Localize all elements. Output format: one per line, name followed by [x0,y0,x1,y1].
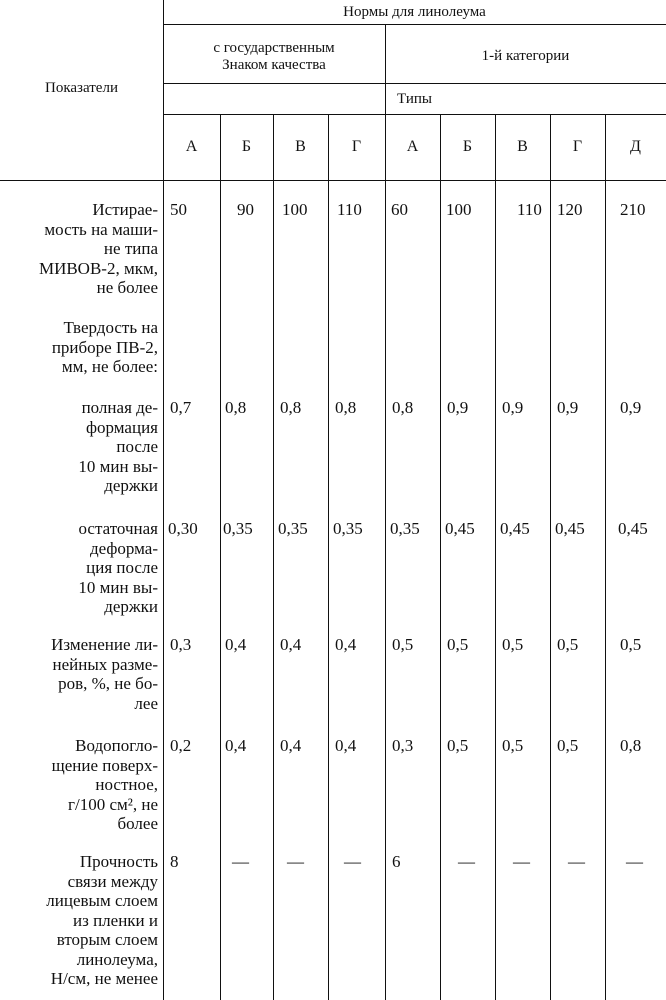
table-cell: 0,4 [280,635,302,654]
table-cell: 0,9 [447,398,469,417]
types-header: Типы [397,91,432,107]
indicators-header: Показатели [45,80,118,96]
table-cell: 0,5 [392,635,414,654]
table-cell: 0,4 [280,736,302,755]
row-label: Изменение ли- нейных разме- ров, %, не бо- лее [51,635,158,713]
table-cell: 0,5 [557,736,579,755]
table-cell: 0,5 [447,635,469,654]
table-cell: 0,4 [335,635,357,654]
table-cell: — [568,852,585,871]
table-cell: 0,2 [170,736,192,755]
table-cell: 0,8 [335,398,357,417]
table-cell: — [458,852,475,871]
table-cell: 0,4 [335,736,357,755]
type-letter: Д [630,138,641,155]
table-cell: 110 [517,200,542,219]
table-cell: — [626,852,643,871]
type-letter: В [517,138,528,155]
table-cell: 0,5 [557,635,579,654]
table-cell: 0,45 [618,519,648,538]
table-cell: — [344,852,361,871]
table-cell: 0,9 [557,398,579,417]
type-letter: Б [462,138,473,155]
table-cell: 0,45 [500,519,530,538]
row-label: полная де- формация после 10 мин вы- держки [78,398,158,495]
table-cell: 0,5 [620,635,642,654]
table-cell: — [287,852,304,871]
table-cell: 60 [391,200,408,219]
table-cell: 0,8 [620,736,642,755]
column-divider-type-8 [605,115,606,1000]
row-label: Твердость на приборе ПВ-2, мм, не более: [51,318,158,376]
table-cell: 0,9 [502,398,524,417]
row-label: Прочность связи между лицевым слоем из пленки и вторым слоем линолеума, Н/см, не менее [46,852,158,988]
table-cell: 0,7 [170,398,192,417]
group-quality-mark-header [163,40,385,74]
type-letter: А [185,138,198,155]
table-cell: 0,5 [447,736,469,755]
table-cell: 6 [392,852,401,871]
table-cell: 0,8 [225,398,247,417]
table-cell: 0,35 [333,519,363,538]
table-cell: 0,8 [392,398,414,417]
table-cell: 100 [282,200,308,219]
column-divider-type-1 [220,115,221,1000]
row-label: Водопогло- щение поверх- ностное, г/100 см², не более [51,736,158,833]
table-cell: 0,30 [168,519,198,538]
group-quality-mark-line-2: Знаком качества [222,57,326,73]
rule-under-categories [163,83,666,84]
column-divider-groups [385,24,386,1000]
rule-under-types [163,114,666,115]
table-cell: 100 [446,200,472,219]
header-bottom-rule [0,180,666,181]
row-label: Истирае- мость на маши- не типа МИВОВ-2, мкм, не более [38,200,158,297]
table-cell: 50 [170,200,187,219]
column-divider-type-7 [550,115,551,1000]
table-cell: 0,45 [555,519,585,538]
table-cell: 0,4 [225,635,247,654]
row-label: остаточная деформа- ция после 10 мин вы- держки [78,519,158,616]
column-divider-type-5 [440,115,441,1000]
table-cell: 0,35 [278,519,308,538]
table-cell: 210 [620,200,646,219]
table-cell: 0,45 [445,519,475,538]
table-cell: 120 [557,200,583,219]
table-cell: 0,4 [225,736,247,755]
group-first-category-header: 1-й категории [481,48,570,64]
table-cell: 8 [170,852,179,871]
table-cell: 0,8 [280,398,302,417]
table-cell: — [232,852,249,871]
table-cell: 0,3 [392,736,414,755]
column-divider-type-3 [328,115,329,1000]
table-cell: 0,3 [170,635,192,654]
table-cell: 0,5 [502,635,524,654]
group-quality-mark-line-1: с государственным [213,40,335,56]
table-cell: — [513,852,530,871]
type-letter: Г [351,138,362,155]
type-letter: А [406,138,419,155]
type-letter: Б [241,138,252,155]
norms-header: Нормы для линолеума [343,4,486,20]
type-letter: В [295,138,306,155]
column-divider-type-6 [495,115,496,1000]
type-letter: Г [572,138,583,155]
table-cell: 0,35 [223,519,253,538]
table-cell: 110 [337,200,362,219]
table-cell: 0,35 [390,519,420,538]
table-cell: 0,5 [502,736,524,755]
table-cell: 90 [237,200,254,219]
column-divider-type-2 [273,115,274,1000]
rule-under-norms [163,24,666,25]
table-cell: 0,9 [620,398,642,417]
